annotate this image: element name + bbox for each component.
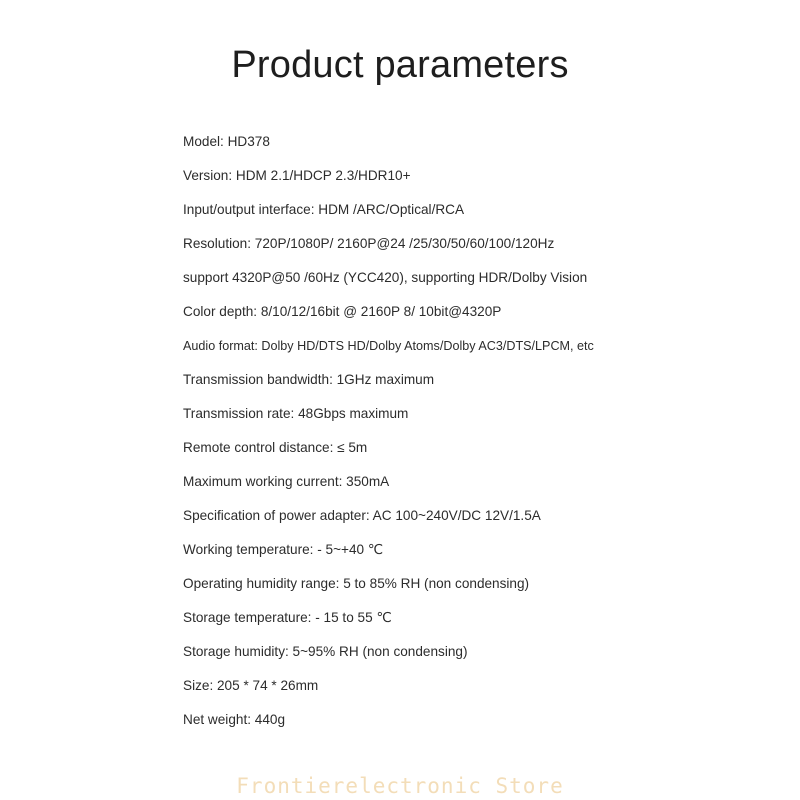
page-title: Product parameters [231,44,569,86]
spec-size: Size: 205 * 74 * 26mm [183,678,319,693]
spec-net-weight: Net weight: 440g [183,712,286,727]
spec-operating-humidity: Operating humidity range: 5 to 85% RH (non condensing) [183,576,530,591]
spec-list [183,131,743,743]
spec-resolution: Resolution: 720P/1080P/ 2160P@24 /25/30/50/60/100/120Hz [183,236,555,251]
spec-storage-humidity: Storage humidity: 5~95% RH (non condensing) [183,644,468,659]
spec-power-adapter: Specification of power adapter: AC 100~240V/DC 12V/1.5A [183,508,541,523]
spec-remote-distance: Remote control distance: ≤ 5m [183,440,368,455]
spec-storage-temperature: Storage temperature: - 15 to 55 ℃ [183,610,392,625]
spec-interface: Input/output interface: HDM /ARC/Optical/RCA [183,202,465,217]
spec-transmission-rate: Transmission rate: 48Gbps maximum [183,406,409,421]
spec-audio-format: Audio format: Dolby HD/DTS HD/Dolby Atoms/Dolby AC3/DTS/LPCM, etc [183,339,594,353]
store-watermark: Frontierelectronic Store [236,774,564,798]
spec-working-temperature: Working temperature: - 5~+40 ℃ [183,542,384,557]
spec-color-depth: Color depth: 8/10/12/16bit @ 2160P 8/ 10bit@4320P [183,304,502,319]
spec-bandwidth: Transmission bandwidth: 1GHz maximum [183,372,435,387]
spec-resolution-support: support 4320P@50 /60Hz (YCC420), supporting HDR/Dolby Vision [183,270,588,285]
spec-model: Model: HD378 [183,134,270,149]
spec-working-current: Maximum working current: 350mA [183,474,390,489]
spec-version: Version: HDM 2.1/HDCP 2.3/HDR10+ [183,168,411,183]
